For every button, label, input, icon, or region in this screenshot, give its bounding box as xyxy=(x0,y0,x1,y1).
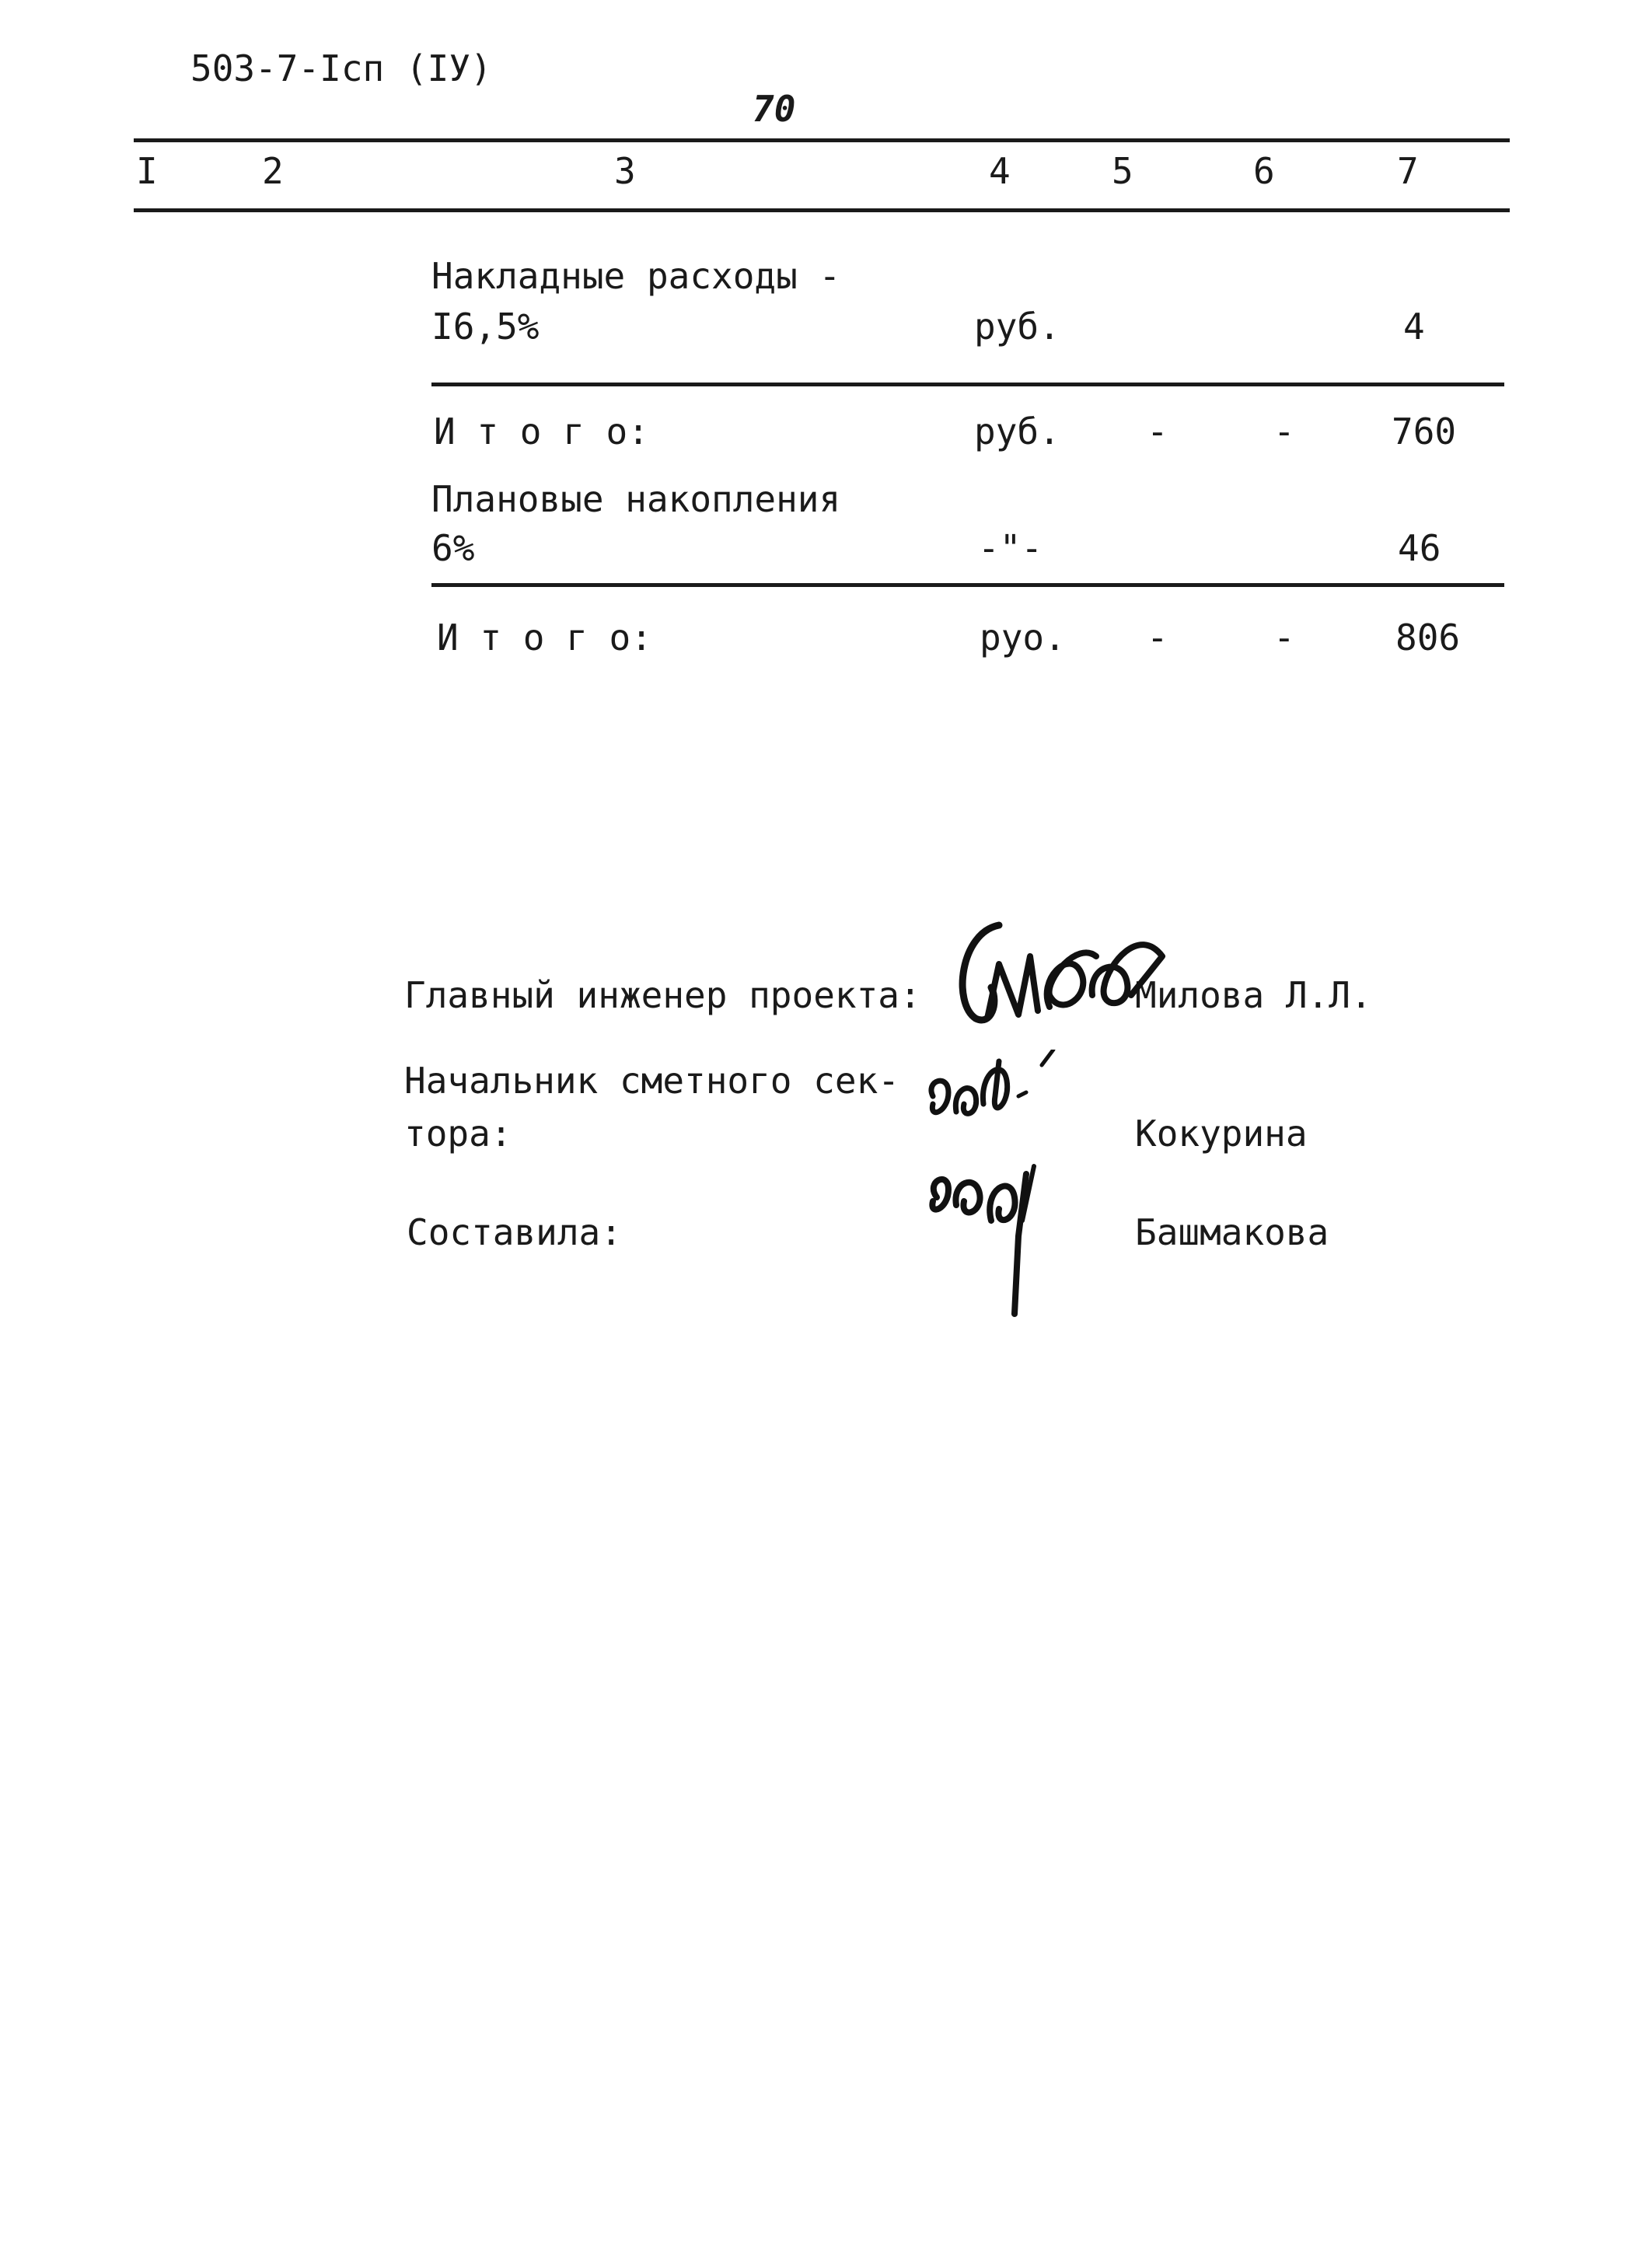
column-header-6: 6 xyxy=(1253,150,1275,192)
column-header-4: 4 xyxy=(989,150,1011,192)
row-name: Накладные расходы - xyxy=(431,255,841,297)
signer-role: Составила: xyxy=(407,1211,622,1253)
signer-role-cont: тора: xyxy=(404,1113,512,1155)
handwritten-signature-2 xyxy=(917,1050,1065,1151)
header-bottom-rule xyxy=(134,208,1510,212)
document-code: 503-7-Iсп (IУ) xyxy=(190,47,492,89)
header-top-rule xyxy=(134,138,1510,142)
signer-name: Милова Л.Л. xyxy=(1135,974,1372,1016)
column-header-2: 2 xyxy=(262,150,284,192)
row-value: 760 xyxy=(1392,411,1457,452)
column-header-3: 3 xyxy=(614,150,636,192)
row-name: И т о г о: xyxy=(437,617,652,659)
row-divider xyxy=(431,383,1504,386)
handwritten-signature-1 xyxy=(945,910,1170,1042)
row-col6: - xyxy=(1273,411,1295,452)
row-unit: руб. xyxy=(974,411,1060,452)
column-header-5: 5 xyxy=(1112,150,1133,192)
row-name: И т о г о: xyxy=(434,411,649,452)
row-divider xyxy=(431,583,1504,587)
signer-role: Начальник сметного сек- xyxy=(404,1060,899,1102)
signer-name: Башмакова xyxy=(1135,1211,1329,1253)
column-header-7: 7 xyxy=(1397,150,1419,192)
signer-name: Кокурина xyxy=(1135,1113,1308,1155)
row-value: 46 xyxy=(1398,527,1441,569)
row-name: Плановые накопления xyxy=(431,478,841,520)
row-value: 4 xyxy=(1403,306,1425,348)
row-name-cont: I6,5% xyxy=(431,306,540,348)
handwritten-signature-3 xyxy=(917,1151,1057,1322)
row-value: 806 xyxy=(1395,617,1461,659)
signer-role: Главный инженер проекта: xyxy=(404,974,921,1016)
row-name-cont: 6% xyxy=(431,527,475,569)
column-header-1: I xyxy=(136,150,158,192)
row-unit: -"- xyxy=(978,527,1043,569)
row-col6: - xyxy=(1273,617,1295,659)
row-col5: - xyxy=(1147,617,1168,659)
row-unit: руб. xyxy=(974,306,1060,348)
row-unit: руо. xyxy=(980,617,1066,659)
row-col5: - xyxy=(1147,411,1168,452)
page-number: 70 xyxy=(753,88,796,130)
